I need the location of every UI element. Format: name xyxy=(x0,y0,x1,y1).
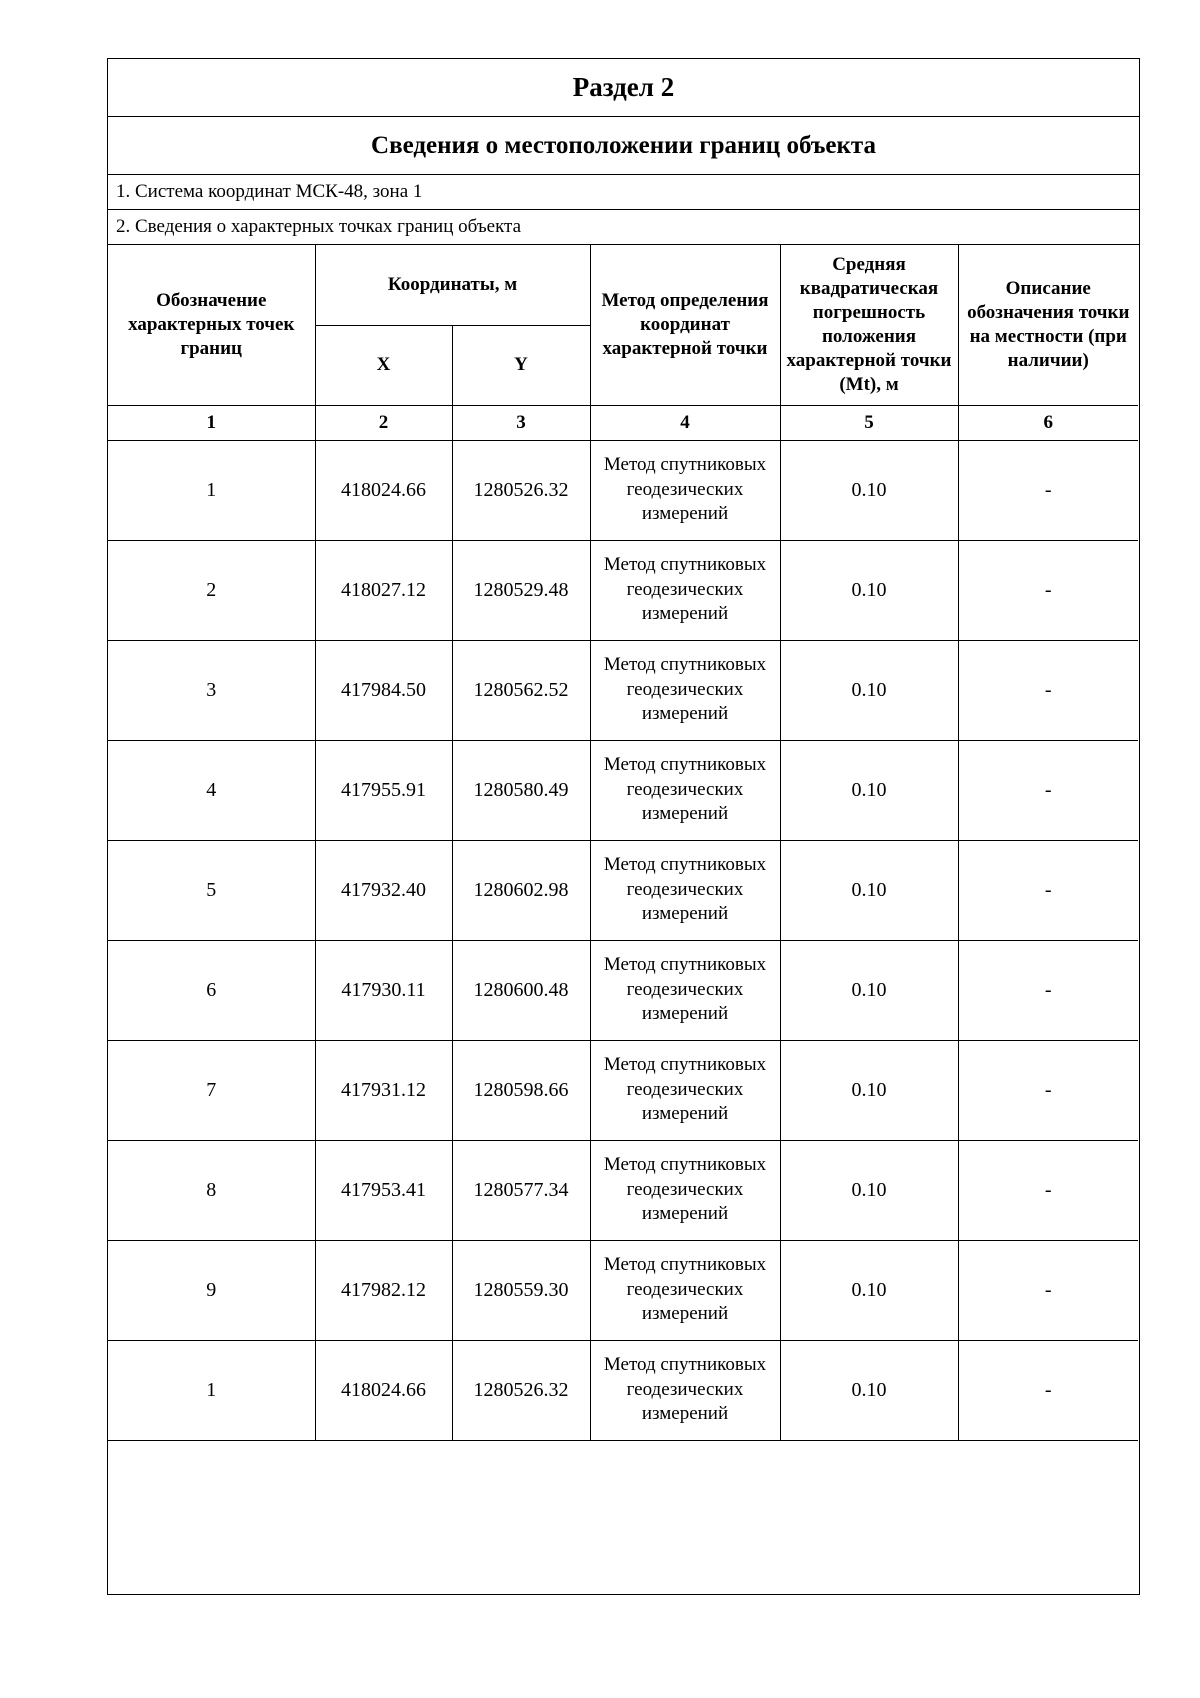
column-number: 1 xyxy=(108,405,315,440)
method-cell: Метод спутниковых геодезических измерений xyxy=(590,1240,780,1340)
x-cell: 418027.12 xyxy=(315,540,452,640)
y-cell: 1280580.49 xyxy=(452,740,590,840)
table-row xyxy=(108,440,1138,540)
description-cell: - xyxy=(958,640,1138,740)
column-number: 3 xyxy=(452,405,590,440)
points-info-line: 2. Сведения о характерных точках границ объекта xyxy=(108,210,1139,245)
y-cell: 1280526.32 xyxy=(452,1340,590,1440)
error-cell: 0.10 xyxy=(780,440,958,540)
error-cell: 0.10 xyxy=(780,740,958,840)
coordinate-system-line: 1. Система координат МСК-48, зона 1 xyxy=(108,175,1139,210)
column-number: 5 xyxy=(780,405,958,440)
point-cell: 9 xyxy=(108,1240,315,1340)
header-error: Средняя квадратическая погрешность положения характерной точки (Mt), м xyxy=(780,245,958,405)
method-cell: Метод спутниковых геодезических измерений xyxy=(590,540,780,640)
method-cell: Метод спутниковых геодезических измерений xyxy=(590,740,780,840)
method-cell: Метод спутниковых геодезических измерений xyxy=(590,840,780,940)
table-row xyxy=(108,640,1138,740)
header-method: Метод определения координат характерной точки xyxy=(590,245,780,405)
description-cell: - xyxy=(958,1240,1138,1340)
error-cell: 0.10 xyxy=(780,840,958,940)
description-cell: - xyxy=(958,840,1138,940)
method-cell: Метод спутниковых геодезических измерений xyxy=(590,940,780,1040)
point-cell: 7 xyxy=(108,1040,315,1140)
error-cell: 0.10 xyxy=(780,1140,958,1240)
y-cell: 1280562.52 xyxy=(452,640,590,740)
table-row xyxy=(108,540,1138,640)
point-cell: 4 xyxy=(108,740,315,840)
table-row xyxy=(108,840,1138,940)
x-cell: 417953.41 xyxy=(315,1140,452,1240)
y-cell: 1280602.98 xyxy=(452,840,590,940)
column-number: 6 xyxy=(958,405,1138,440)
table-row xyxy=(108,1240,1138,1340)
x-cell: 418024.66 xyxy=(315,440,452,540)
point-cell: 6 xyxy=(108,940,315,1040)
x-cell: 417930.11 xyxy=(315,940,452,1040)
error-cell: 0.10 xyxy=(780,1040,958,1140)
x-cell: 417984.50 xyxy=(315,640,452,740)
description-cell: - xyxy=(958,1140,1138,1240)
description-cell: - xyxy=(958,1340,1138,1440)
table-row xyxy=(108,1340,1138,1440)
header-y: Y xyxy=(452,325,590,405)
header-description: Описание обозначения точки на местности (при наличии) xyxy=(958,245,1138,405)
column-number: 2 xyxy=(315,405,452,440)
y-cell: 1280526.32 xyxy=(452,440,590,540)
x-cell: 418024.66 xyxy=(315,1340,452,1440)
point-cell: 1 xyxy=(108,1340,315,1440)
point-cell: 1 xyxy=(108,440,315,540)
document-frame xyxy=(107,58,1140,1595)
header-coordinates: Координаты, м xyxy=(315,245,590,325)
y-cell: 1280577.34 xyxy=(452,1140,590,1240)
error-cell: 0.10 xyxy=(780,540,958,640)
method-cell: Метод спутниковых геодезических измерений xyxy=(590,1040,780,1140)
method-cell: Метод спутниковых геодезических измерений xyxy=(590,1140,780,1240)
table-row xyxy=(108,1040,1138,1140)
method-cell: Метод спутниковых геодезических измерений xyxy=(590,640,780,740)
header-point: Обозначение характерных точек границ xyxy=(108,245,315,405)
error-cell: 0.10 xyxy=(780,1340,958,1440)
table-row xyxy=(108,740,1138,840)
error-cell: 0.10 xyxy=(780,940,958,1040)
section-subtitle: Сведения о местоположении границ объекта xyxy=(108,117,1139,175)
y-cell: 1280529.48 xyxy=(452,540,590,640)
error-cell: 0.10 xyxy=(780,640,958,740)
method-cell: Метод спутниковых геодезических измерений xyxy=(590,1340,780,1440)
boundary-points-table xyxy=(108,245,1138,1441)
x-cell: 417932.40 xyxy=(315,840,452,940)
x-cell: 417931.12 xyxy=(315,1040,452,1140)
section-title: Раздел 2 xyxy=(108,59,1139,117)
point-cell: 8 xyxy=(108,1140,315,1240)
table-row xyxy=(108,940,1138,1040)
description-cell: - xyxy=(958,440,1138,540)
y-cell: 1280600.48 xyxy=(452,940,590,1040)
point-cell: 2 xyxy=(108,540,315,640)
description-cell: - xyxy=(958,740,1138,840)
method-cell: Метод спутниковых геодезических измерений xyxy=(590,440,780,540)
header-x: X xyxy=(315,325,452,405)
x-cell: 417955.91 xyxy=(315,740,452,840)
table-row xyxy=(108,1140,1138,1240)
y-cell: 1280559.30 xyxy=(452,1240,590,1340)
point-cell: 5 xyxy=(108,840,315,940)
column-number: 4 xyxy=(590,405,780,440)
description-cell: - xyxy=(958,940,1138,1040)
y-cell: 1280598.66 xyxy=(452,1040,590,1140)
description-cell: - xyxy=(958,540,1138,640)
description-cell: - xyxy=(958,1040,1138,1140)
error-cell: 0.10 xyxy=(780,1240,958,1340)
x-cell: 417982.12 xyxy=(315,1240,452,1340)
table-body xyxy=(108,440,1138,1440)
point-cell: 3 xyxy=(108,640,315,740)
